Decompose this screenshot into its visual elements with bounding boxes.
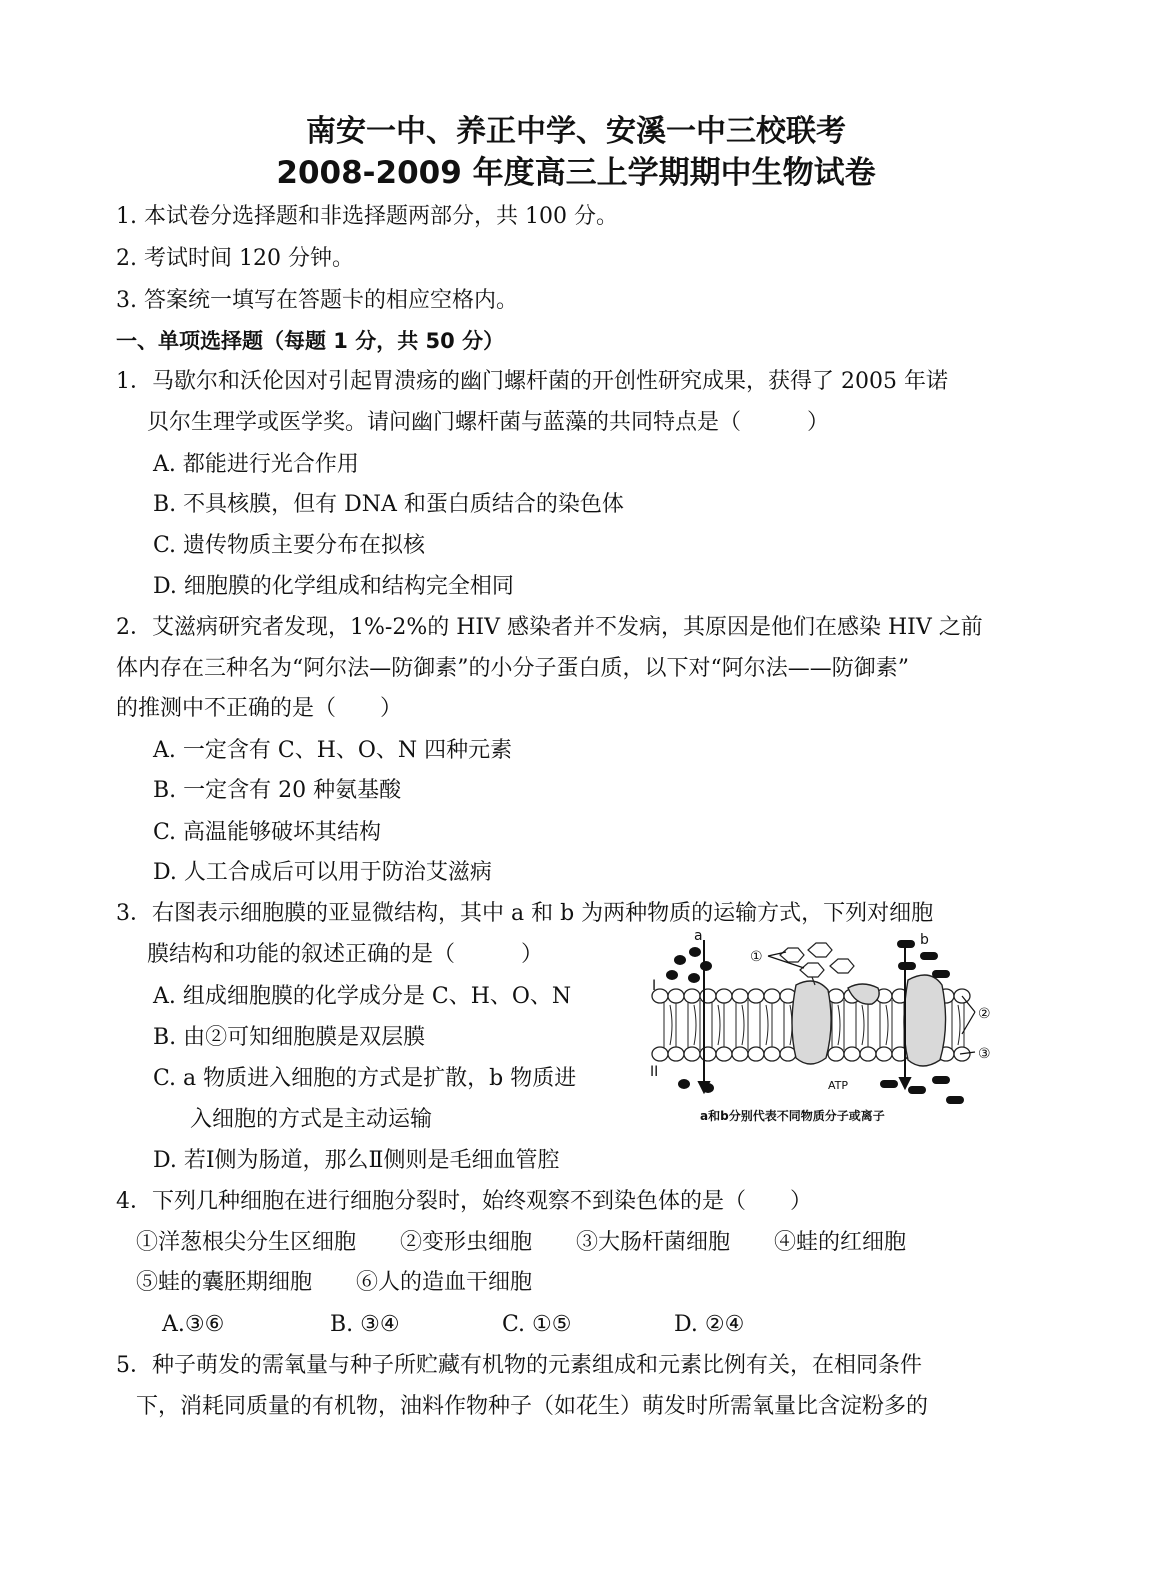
molecules-a (666, 947, 714, 1093)
q3-option-c-line1: C. a 物质进入细胞的方式是扩散，b 物质进 (153, 1066, 577, 1091)
q4-stem-line3: ⑤蛙的囊胚期细胞 ⑥人的造血干细胞 (136, 1270, 533, 1295)
exam-title: 南安一中、养正中学、安溪一中三校联考 (306, 114, 846, 149)
label-1: ① (750, 949, 763, 965)
q4-option-d: D. ②④ (674, 1312, 745, 1337)
exam-subtitle: 2008-2009 年度高三上学期期中生物试卷 (276, 155, 876, 191)
q4-option-b: B. ③④ (330, 1312, 400, 1337)
q4-option-a: A.③⑥ (162, 1312, 225, 1337)
q4-stem-line2: ①洋葱根尖分生区细胞 ②变形虫细胞 ③大肠杆菌细胞 ④蛙的红细胞 (136, 1230, 907, 1255)
label-2: ② (978, 1006, 991, 1022)
cell-membrane-figure (650, 930, 1020, 1125)
label-3: ③ (978, 1046, 991, 1062)
section-heading: 一、单项选择题（每题 1 分，共 50 分） (116, 329, 505, 353)
label-atp: ATP (828, 1079, 849, 1092)
q4-stem-line1: 4．下列几种细胞在进行细胞分裂时，始终观察不到染色体的是（ ） (116, 1189, 812, 1214)
q5-stem-line1: 5．种子萌发的需氧量与种子所贮藏有机物的元素组成和元素比例有关，在相同条件 (116, 1353, 922, 1378)
q2-stem-line1: 2．艾滋病研究者发现，1%-2%的 HIV 感染者并不发病，其原因是他们在感染 HIV 之前 (116, 615, 983, 640)
q1-stem-line2: 贝尔生理学或医学奖。请问幽门螺杆菌与蓝藻的共同特点是（ ） (147, 410, 830, 435)
label-side-ii: II (650, 1064, 659, 1080)
q1-option-b: B. 不具核膜，但有 DNA 和蛋白质结合的染色体 (153, 492, 624, 517)
q4-option-c: C. ①⑤ (502, 1312, 572, 1337)
q3-option-b: B. 由②可知细胞膜是双层膜 (153, 1025, 426, 1050)
instruction-2: 2. 考试时间 120 分钟。 (116, 246, 354, 271)
q1-stem-line1: 1．马歇尔和沃伦因对引起胃溃疡的幽门螺杆菌的开创性研究成果，获得了 2005 年诺 (116, 369, 948, 394)
q2-option-c: C. 高温能够破坏其结构 (153, 820, 382, 845)
instruction-3: 3. 答案统一填写在答题卡的相应空格内。 (116, 288, 518, 313)
q2-option-d: D. 人工合成后可以用于防治艾滋病 (153, 860, 492, 885)
q1-option-c: C. 遗传物质主要分布在拟核 (153, 533, 426, 558)
q3-stem-line1: 3．右图表示细胞膜的亚显微结构，其中 a 和 b 为两种物质的运输方式，下列对细胞 (116, 901, 934, 926)
label-a: a (694, 930, 703, 944)
q2-stem-line3: 的推测中不正确的是（ ） (116, 696, 403, 721)
label-b: b (920, 932, 929, 948)
q2-option-a: A. 一定含有 C、H、O、N 四种元素 (153, 738, 513, 763)
q1-option-a: A. 都能进行光合作用 (153, 452, 359, 477)
q2-stem-line2: 体内存在三种名为“阿尔法—防御素”的小分子蛋白质，以下对“阿尔法——防御素” (116, 656, 909, 681)
instruction-1: 1. 本试卷分选择题和非选择题两部分，共 100 分。 (116, 204, 618, 229)
q3-stem-line2: 膜结构和功能的叙述正确的是（ ） (147, 942, 544, 967)
q3-option-c-line2: 入细胞的方式是主动运输 (190, 1107, 433, 1132)
q3-option-a: A. 组成细胞膜的化学成分是 C、H、O、N (153, 984, 572, 1009)
label-side-i: I (652, 978, 657, 994)
q5-stem-line2: 下，消耗同质量的有机物，油料作物种子（如花生）萌发时所需氧量比含淀粉多的 (136, 1394, 929, 1419)
figure-caption: a和b分别代表不同物质分子或离子 (700, 1109, 885, 1123)
q2-option-b: B. 一定含有 20 种氨基酸 (153, 778, 402, 803)
q3-option-d: D. 若Ⅰ侧为肠道，那么Ⅱ侧则是毛细血管腔 (153, 1148, 560, 1173)
q1-option-d: D. 细胞膜的化学组成和结构完全相同 (153, 574, 514, 599)
